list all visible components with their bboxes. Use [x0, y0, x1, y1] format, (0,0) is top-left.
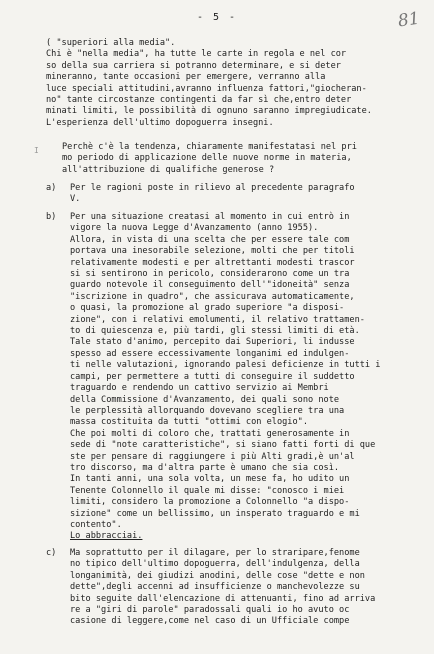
item-b-paragraph: [70, 212, 380, 543]
item-a-paragraph: [70, 183, 355, 206]
text-line: sede di "note caratteristiche", si siano fatti forti di que: [70, 440, 376, 451]
page-number: - 5 -: [196, 12, 238, 23]
item-b-marker: b): [46, 212, 57, 222]
question-paragraph: [62, 142, 357, 176]
text-line: traguardo e rendendo un cattivo servizio ai Membri: [70, 383, 329, 394]
text-line: all'attribuzione di qualifiche generose ?: [62, 164, 275, 175]
text-line: L'esperienza dell'ultimo dopoguerra insegni.: [46, 117, 274, 128]
text-line: casione di leggere,come nel caso di un Ufficiale compe: [70, 616, 350, 627]
handwritten-page-annotation: 81: [396, 8, 421, 32]
text-line: no" tante circostanze contingenti da far sì che,entro deter: [46, 95, 352, 106]
text-line: contento".: [70, 519, 122, 530]
text-line: vigore la nuova Legge d'Avanzamento (anno 1955).: [70, 223, 319, 234]
text-line: Perchè c'è la tendenza, chiaramente manifestatasi nel pri: [62, 142, 357, 152]
intro-paragraph: [46, 38, 372, 129]
text-line: Tenente Colonnello il quale mi disse: "conosco i miei: [70, 485, 345, 496]
text-line: campi, per permettere a tutti di conseguire il suddetto: [70, 371, 355, 382]
text-line: portava una inesorabile selezione, molti che per titoli: [70, 246, 355, 257]
text-line: Allora, in vista di una scelta che per essere tale com: [70, 234, 350, 245]
text-line: In tanti anni, una sola volta, un mese fa, ho udito un: [70, 474, 350, 485]
text-line: o quasi, la promozione al grado superiore "a disposi-: [70, 303, 345, 314]
text-line: re a "giri di parole" paradossali quali io ho avuto oc: [70, 605, 350, 616]
text-line: ( "superiori alla media".: [46, 38, 176, 48]
text-line: zione", con i relativi emolumenti, il relativo trattamen-: [70, 314, 365, 325]
item-c-marker: c): [46, 548, 57, 558]
text-line: Per una situazione creatasi al momento in cui entrò in: [70, 212, 350, 222]
text-line: so della sua carriera si potranno determinare, e si deter: [46, 60, 341, 71]
text-line: "iscrizione in quadro", che assicurava automaticamente,: [70, 291, 355, 302]
text-line: to di quiescenza e, più tardi, gli stessi limiti di età.: [70, 326, 360, 337]
text-line: mineranno, tante occasioni per emergere, verranno alla: [46, 72, 326, 83]
text-line: Per le ragioni poste in rilievo al precedente paragrafo: [70, 183, 355, 193]
text-line: massa costituita da tutti "ottimi con elogio".: [70, 417, 308, 428]
text-line: no tipico dell'ultimo dopoguerra, dell'indulgenza, della: [70, 559, 360, 570]
text-line: bito seguite dall'elencazione di attenuanti, fino ad arriva: [70, 593, 376, 604]
text-line: luce speciali attitudini,avranno influenza fattori,"giocheran-: [46, 83, 367, 94]
text-line: Chi è "nella media", ha tutte le carte in regola e nel cor: [46, 49, 347, 60]
text-line: minati limiti, le possibilità di ognuno saranno impregiudicate.: [46, 106, 372, 117]
text-line: guardo notevole il conseguimento dell'"idoneità" senza: [70, 280, 350, 291]
text-line: della Commissione d'Avanzamento, dei quali sono note: [70, 394, 340, 405]
text-line: le perplessità allorquando dovevano scegliere tra una: [70, 405, 345, 416]
text-line: Ma soprattutto per il dilagare, per lo straripare,fenome: [70, 548, 360, 558]
text-line: longanimità, dei giudizi anodini, delle cose "dette e non: [70, 570, 365, 581]
text-line: Tale stato d'animo, percepito dai Superiori, li indusse: [70, 337, 355, 348]
text-line: spesso ad essere eccessivamente longanimi ed indulgen-: [70, 348, 350, 359]
text-line-underlined: Lo abbracciai.: [70, 531, 143, 542]
margin-mark: I: [34, 146, 40, 155]
text-line: mo periodo di applicazione delle nuove norme in materia,: [62, 153, 352, 164]
text-line: V.: [70, 194, 81, 205]
text-line: relativamente modesti e per altrettanti modesti trascor: [70, 257, 355, 268]
item-a-marker: a): [46, 183, 57, 193]
text-line: ste per pensare di raggiungere i più Alti gradi,è un'al: [70, 451, 355, 462]
text-line: dette",degli accenni ad insufficienze o manchevolezze su: [70, 582, 360, 593]
text-line: sizione" come un bellissimo, un insperato traguardo e mi: [70, 508, 360, 519]
item-c-paragraph: [70, 548, 375, 628]
text-line: limiti, considero la promozione a Colonnello "a dispo-: [70, 497, 350, 508]
text-line: Che poi molti di coloro che, trattati generosamente in: [70, 428, 350, 439]
text-line: tro discorso, ma d'altra parte è umano che sia così.: [70, 462, 340, 473]
text-line: si si sentirono in pericolo, considerarono come un tra: [70, 269, 350, 280]
text-line: ti nelle valutazioni, ignorando palesi deficienze in tutti i: [70, 360, 381, 371]
